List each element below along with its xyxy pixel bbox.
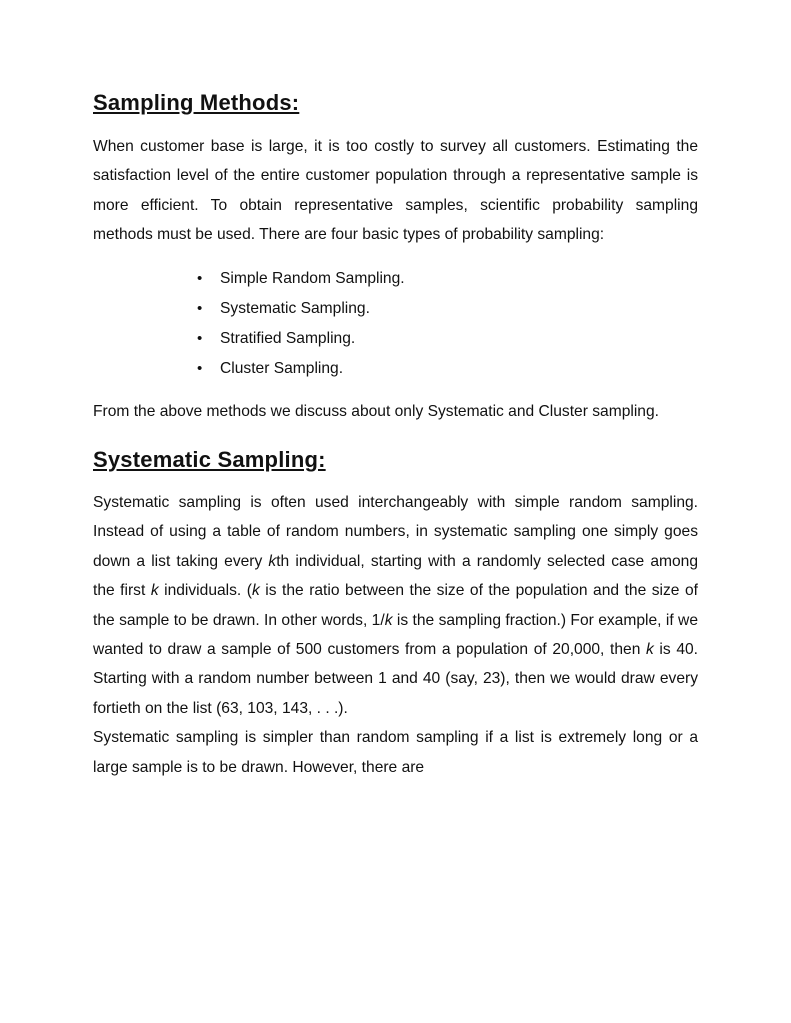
document-page — [93, 88, 698, 782]
sampling-types-list — [93, 264, 698, 384]
systematic-paragraph: Systematic sampling is often used interchangeably with simple random sampling. Instead of using a table of random numbers, in systematic sampling one simply goes down a list taking every kth individual, starting with a randomly selected case among the first k individuals. (k is the ratio between the size of the population and the size of the sample to be drawn. In other words, 1/k is the sampling fraction.) For example, if we wanted to draw a sample of 500 customers from a population of 20,000, then k is 40. Starting with a random number between 1 and 40 (say, 23), then we would draw every fortieth on the list (63, 103, 143, . . .). — [93, 494, 698, 717]
list-item: • Stratified Sampling. — [93, 324, 698, 354]
list-item: • Simple Random Sampling. — [93, 264, 698, 294]
list-item: • Cluster Sampling. — [93, 354, 698, 384]
list-item: • Systematic Sampling. — [93, 294, 698, 324]
systematic-comparison-paragraph: Systematic sampling is simpler than random sampling if a list is extremely long or a large sample is to be drawn. However, there are — [93, 729, 698, 776]
methods-note-paragraph: From the above methods we discuss about only Systematic and Cluster sampling. — [93, 402, 659, 420]
intro-paragraph: When customer base is large, it is too costly to survey all customers. Estimating the satisfaction level of the entire customer population through a representative sample is more efficient. To obtain representative samples, scientific probability sampling methods must be used. There are four basic types of probability sampling: — [93, 138, 698, 244]
systematic-sampling-heading: Systematic Sampling: — [93, 447, 326, 473]
sampling-methods-heading: Sampling Methods: — [93, 90, 300, 115]
